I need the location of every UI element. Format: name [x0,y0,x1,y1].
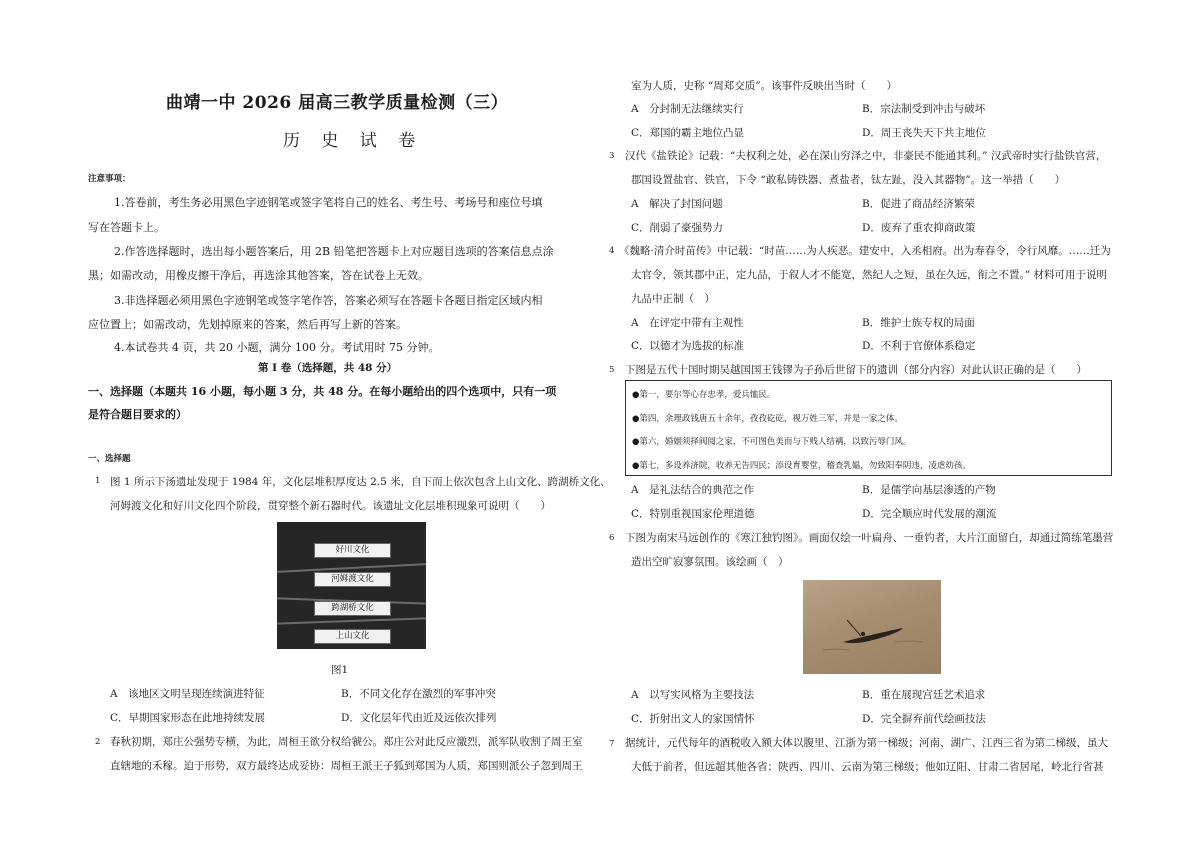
option-a: A 分封制无法继续实行 [631,103,744,115]
question-text: 室为人质，史称 “周郑交质”。该事件反映出当时（ ） [631,80,898,92]
question-number: 1 [95,476,101,486]
option-c: C．削弱了豪强势力 [631,222,724,234]
question-text: 下图为南宋马远创作的《寒江独钓图》。画面仅绘一叶扁舟、一垂钓者，大片江面留白，却通过简练笔墨营 [625,532,1114,544]
section-heading: 是符合题目要求的） [88,408,187,421]
figure-caption: 图1 [331,664,349,676]
option-c: C．早期国家形态在此地持续发展 [110,712,266,724]
question-text: 九品中正制（ ） [631,293,715,305]
question-number: 5 [609,365,615,375]
option-b: B．宗法制受到冲击与破坏 [862,103,986,115]
testament-line: ●第一，要尔等心存忠孝，爱兵恤民。 [632,390,776,400]
question-number: 6 [609,533,615,543]
question-text: 直辖地的禾稼。迫于形势，双方最终达成妥协：周桓王派王子狐到郑国为人质，郑国则派公子忽到周王 [110,760,583,772]
option-a: A 是礼法结合的典范之作 [631,484,755,496]
notes-line: 写在答题卡上。 [88,221,165,234]
fishing-boat-icon [803,580,941,674]
option-d: D．废弃了重农抑商政策 [862,222,976,234]
option-a: A 以写实风格为主要技法 [631,689,755,701]
notes-line: 黑；如需改动，用橡皮擦干净后，再选涂其他答案，答在试卷上无效。 [88,269,429,282]
section-sub-heading: 一、选择题 [88,454,131,464]
option-c: C．折射出文人的家国情怀 [631,713,755,725]
option-a: A 在评定中带有主观性 [631,317,744,329]
painting-image [803,580,941,674]
page-subtitle: 历 史 试 卷 [283,131,424,151]
option-a: A 解决了封国问题 [631,198,723,210]
option-d: D．不利于官僚体系稳定 [862,340,976,352]
testament-line: ●第四，余理政钱唐五十余年，孜孜矻矻，视万姓三军，并是一家之体。 [632,414,903,424]
option-b: B．重在展现宫廷艺术追求 [862,689,986,701]
notes-line: 应位置上；如需改动，先划掉原来的答案，然后再写上新的答案。 [88,318,407,331]
question-number: 3 [609,151,615,161]
question-text: 太官令，领其郡中正，定九品，于叙人才不能宽，然纪人之短，虽在久远，衔之不置。” 材料可用于说明 [631,269,1107,281]
notes-line: 4.本试卷共 4 页，共 20 小题，满分 100 分。考试用时 75 分钟。 [114,341,440,354]
question-text: 《魏略·清介时苗传》中记载：“时苗……为人疾恶。建安中，入丞相府。出为寿春令，令行风靡。……迁为 [619,245,1111,257]
question-text: 大低于前者，但远超其他各省；陕西、四川、云南为第三梯级；他如辽阳、甘肃二省居尾，岭北行省甚 [631,761,1104,773]
option-d: D．完全顺应时代发展的潮流 [862,508,997,520]
question-text: 郡国设置盐官、铁官，下令 “敢私铸铁器、煮盐者，钛左趾，没入其器物”。这一举措（ ） [631,174,1066,186]
option-b: B．促进了商品经济繁荣 [862,198,975,210]
notes-line: 3.非选择题必须用黑色字迹钢笔或签字笔作答，答案必须写在答题卡各题目指定区域内相 [114,294,543,307]
testament-box [625,380,1112,476]
option-d: D．完全摒弃前代绘画技法 [862,713,986,725]
question-text: 据统计，元代每年的酒税收入额大体以腹里、江浙为第一梯级；河南、湖广、江西三省为第二梯级，虽大 [625,737,1108,749]
testament-line: ●第六，婚姻须择阀阅之家，不可图色美而与下贱人结褵，以致污辱门风。 [632,437,912,447]
option-c: C．郑国的霸主地位凸显 [631,127,745,139]
section-heading: 一、选择题（本题共 16 小题，每小题 3 分，共 48 分。在每小题给出的四个选项中，只有一项 [88,385,557,398]
layer-label: 跨湖桥文化 [314,601,391,616]
question-number: 2 [95,737,101,747]
option-c: C．特别重视国家伦理道德 [631,508,755,520]
question-text: 下图是五代十国时期吴越国国王钱镠为子孙后世留下的遗训（部分内容）对此认识正确的是（ ） [625,364,1087,376]
layer-label: 上山文化 [314,629,391,644]
question-text: 造出空旷寂寥氛围。该绘画（ ） [631,556,789,568]
question-text: 春秋初期，郑庄公强势专横，为此，周桓王欲分权给虢公。郑庄公对此反应激烈，派军队收割了周王室 [110,736,583,748]
question-number: 4 [609,246,615,256]
layer-label: 河姆渡文化 [314,572,391,587]
notes-heading: 注意事项： [88,174,131,184]
stratigraphy-figure [277,522,426,649]
question-text: 河姆渡文化和好川文化四个阶段，贯穿整个新石器时代。该遗址文化层堆积现象可说明（ ） [110,500,551,512]
question-number: 7 [609,739,615,749]
notes-line: 1.答卷前，考生务必用黑色字迹钢笔或签字笔将自己的姓名、考生号、考场号和座位号填 [114,196,543,209]
question-text: 汉代《盐铁论》记载：“夫权利之处，必在深山穷泽之中，非豪民不能通其利。” 汉武帝时实行盐铁官营， [625,150,1107,162]
option-b: B．维护士族专权的局面 [862,317,975,329]
layer-label: 好川文化 [314,543,391,558]
option-c: C．以德才为选拔的标准 [631,340,745,352]
notes-line: 2.作答选择题时，选出每小题答案后，用 2B 铅笔把答题卡上对应题目选项的答案信息点涂 [114,245,554,258]
option-b: B．不同文化存在激烈的军事冲突 [341,688,496,700]
option-b: B．是儒学向基层渗透的产物 [862,484,996,496]
page-title: 曲靖一中 2026 届高三教学质量检测（三） [166,93,509,113]
testament-line: ●第七，多设养济院，收养无告四民；添设育婴堂，稽查乳媪，勿致阳奉阴违，凌虐幼孩。 [632,461,971,471]
volume-heading: 第 Ⅰ 卷（选择题，共 48 分） [258,362,398,374]
question-text: 图 1 所示下汤遗址发现于 1984 年，文化层堆积厚度达 2.5 米，自下而上依次包含上山文化、跨湖桥文化、 [110,476,611,488]
option-d: D．文化层年代由近及远依次排列 [341,712,497,724]
option-a: A 该地区文明呈现连续演进特征 [110,688,265,700]
option-d: D．周王丧失天下共主地位 [862,127,986,139]
